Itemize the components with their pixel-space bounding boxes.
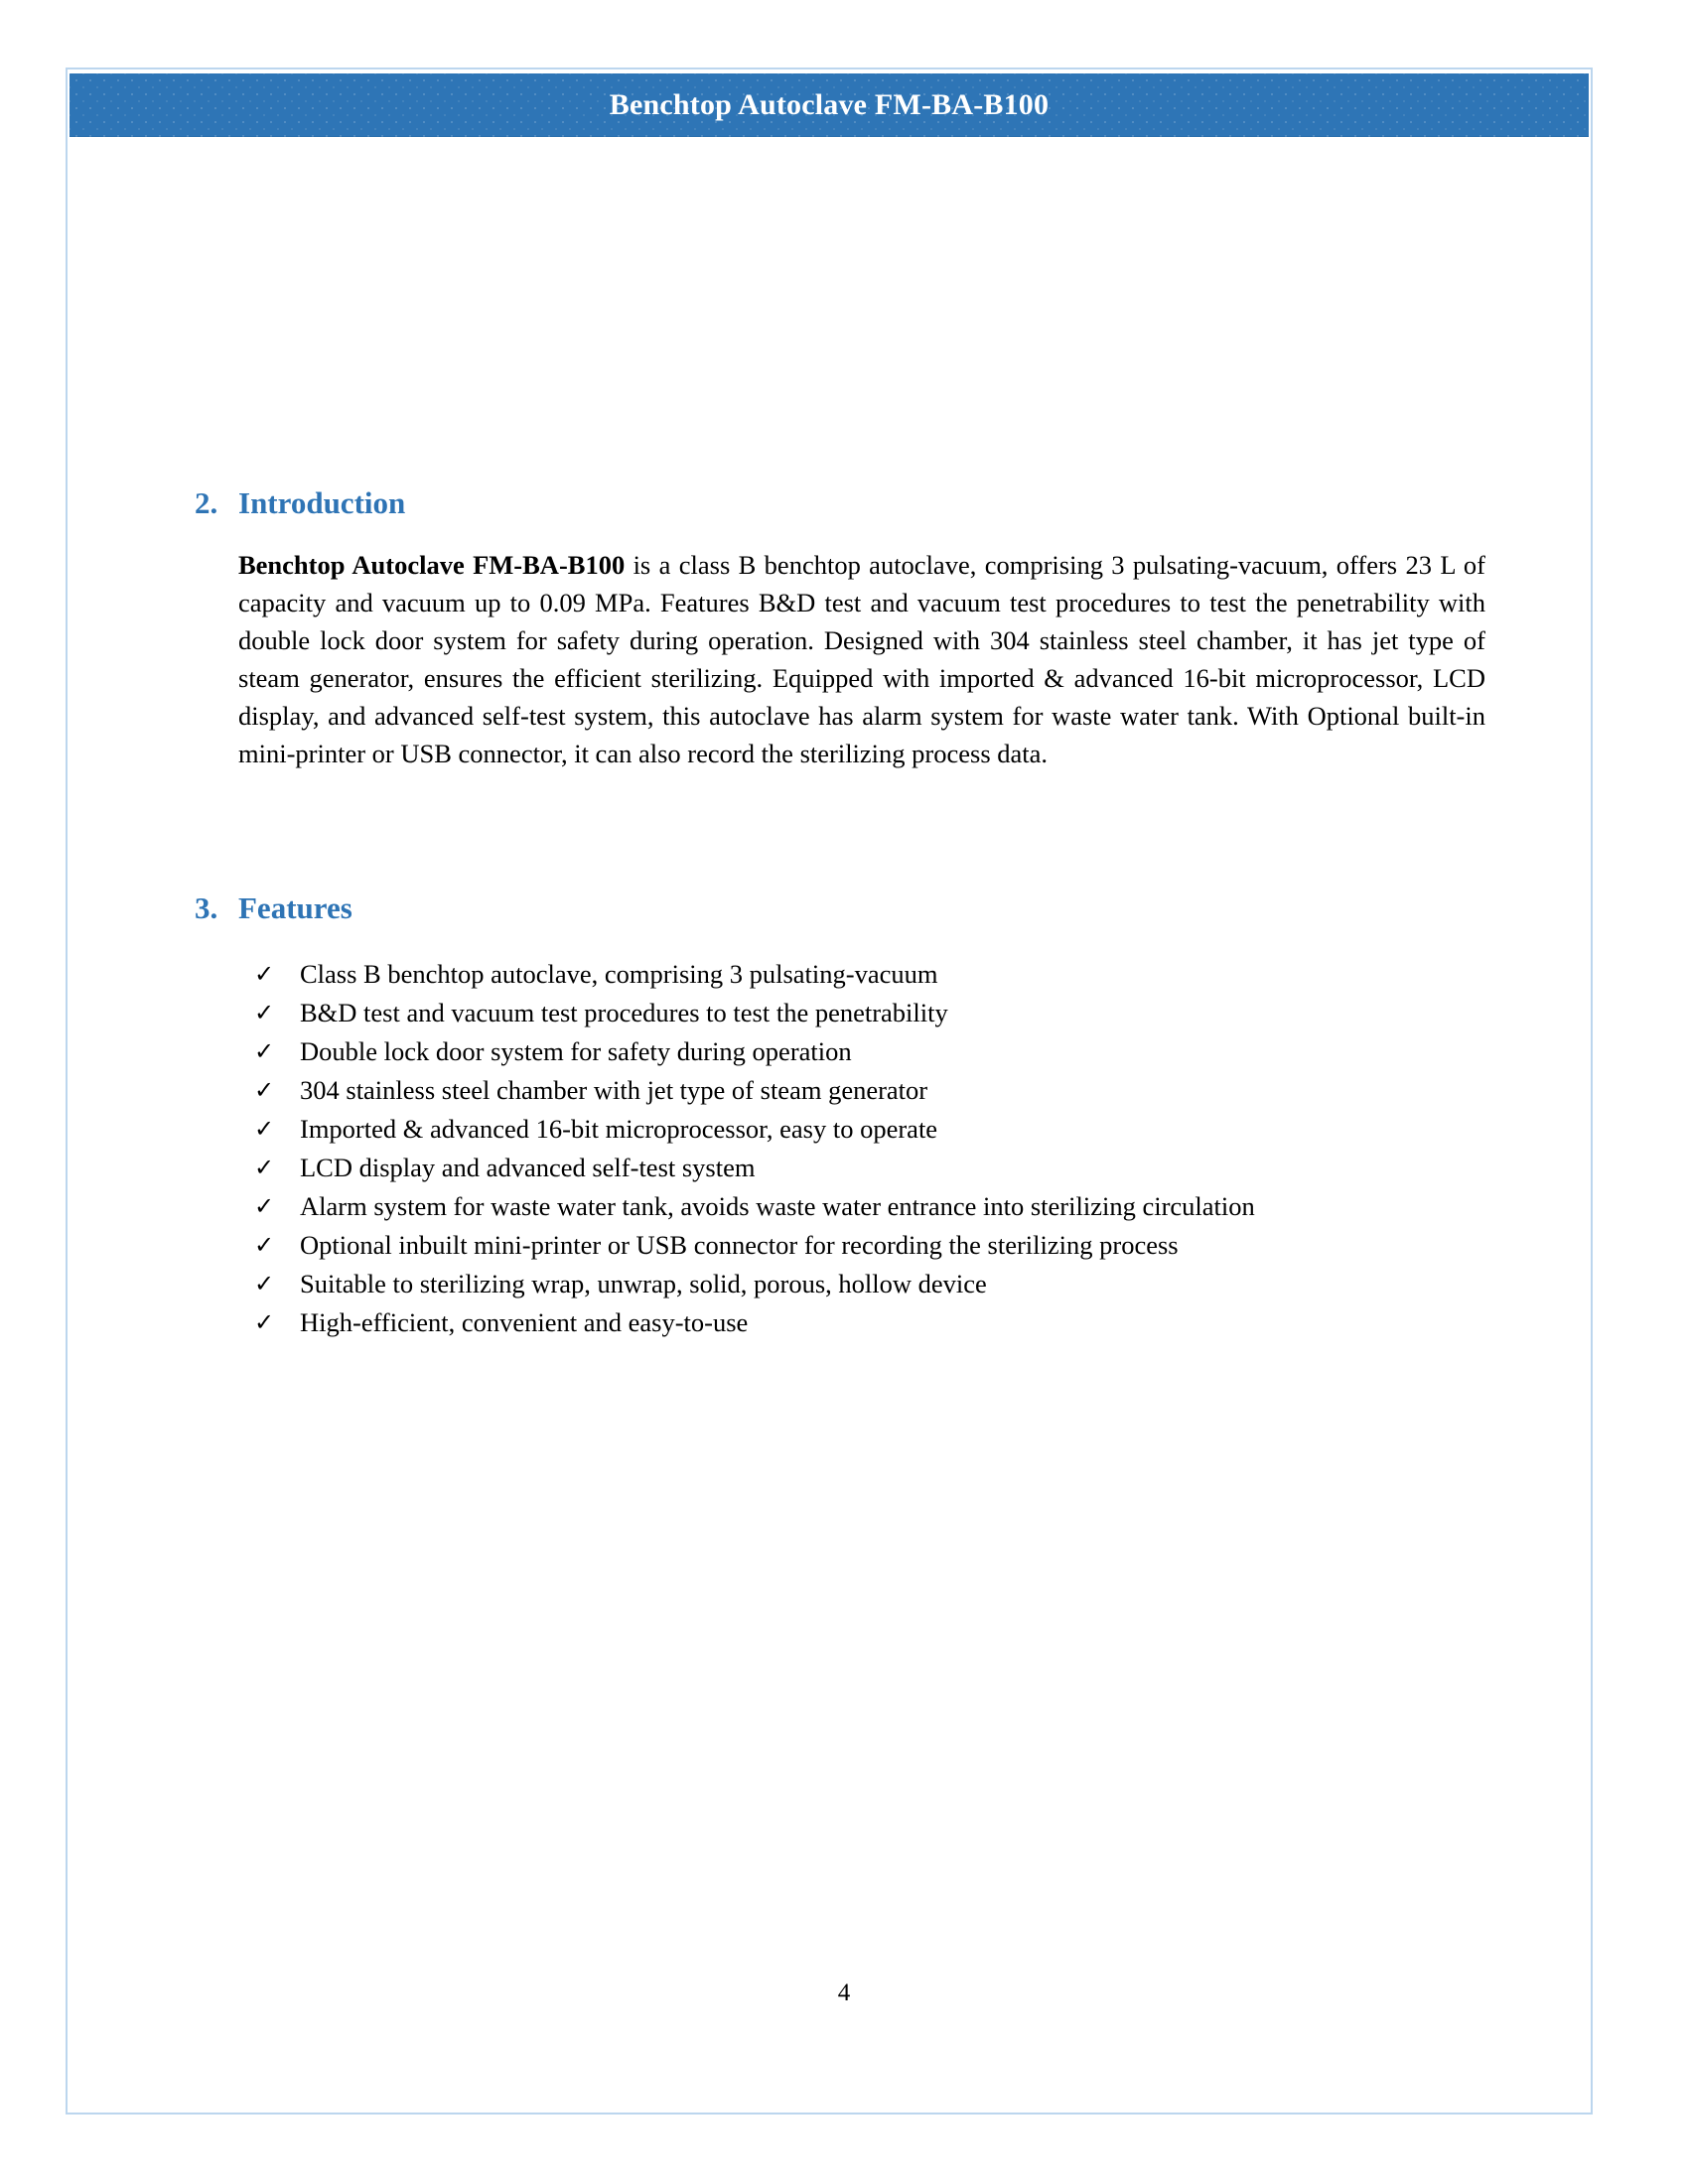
checkmark-icon: ✓ bbox=[254, 960, 275, 989]
section-heading-features bbox=[195, 891, 1485, 925]
feature-item-label: LCD display and advanced self-test system bbox=[300, 1153, 756, 1183]
section-heading-introduction bbox=[195, 486, 1485, 520]
feature-item bbox=[238, 994, 1485, 1032]
feature-item bbox=[238, 1265, 1485, 1303]
feature-item bbox=[238, 1071, 1485, 1110]
checkmark-icon: ✓ bbox=[254, 1037, 275, 1066]
feature-item-label: Alarm system for waste water tank, avoids waste water entrance into sterilizing circulation bbox=[300, 1191, 1255, 1222]
feature-item-label: Class B benchtop autoclave, comprising 3 pulsating-vacuum bbox=[300, 959, 938, 990]
feature-item bbox=[238, 1110, 1485, 1149]
features-list bbox=[238, 955, 1485, 1342]
feature-item-label: Suitable to sterilizing wrap, unwrap, solid, porous, hollow device bbox=[300, 1269, 987, 1299]
checkmark-icon: ✓ bbox=[254, 1076, 275, 1105]
introduction-paragraph bbox=[238, 546, 1485, 772]
section-title-features: Features bbox=[238, 890, 352, 926]
checkmark-icon: ✓ bbox=[254, 999, 275, 1027]
page-header-title: Benchtop Autoclave FM-BA-B100 bbox=[609, 88, 1050, 121]
introduction-body-text: is a class B benchtop autoclave, comprising 3 pulsating-vacuum, offers 23 L of capacity and vacuum up to 0.09 MPa. Features B&D test and vacuum test procedures to test the penetrability with double lock door system for safety during operation. Designed with 304 stainless steel chamber, it has jet type of steam generator, ensures the efficient sterilizing. Equipped with imported & advanced 16-bit microprocessor, LCD display, and advanced self-test system, this autoclave has alarm system for waste water tank. With Optional built-in mini-printer or USB connector, it can also record the sterilizing process data. bbox=[238, 550, 1486, 769]
page-number: 4 bbox=[837, 1979, 851, 2006]
feature-item bbox=[238, 1032, 1485, 1071]
feature-item-label: Imported & advanced 16-bit microprocessor, easy to operate bbox=[300, 1114, 938, 1145]
feature-item bbox=[238, 1149, 1485, 1187]
section-title-introduction: Introduction bbox=[238, 485, 406, 520]
checkmark-icon: ✓ bbox=[254, 1308, 275, 1337]
feature-item-label: Optional inbuilt mini-printer or USB connector for recording the sterilizing process bbox=[300, 1230, 1179, 1261]
checkmark-icon: ✓ bbox=[254, 1231, 275, 1260]
checkmark-icon: ✓ bbox=[254, 1115, 275, 1144]
checkmark-icon: ✓ bbox=[254, 1192, 275, 1221]
feature-item bbox=[238, 1187, 1485, 1226]
page-header-band bbox=[70, 73, 1589, 137]
checkmark-icon: ✓ bbox=[254, 1154, 275, 1182]
document-content bbox=[195, 159, 1485, 1358]
checkmark-icon: ✓ bbox=[254, 1270, 275, 1298]
feature-item-label: B&D test and vacuum test procedures to test the penetrability bbox=[300, 998, 948, 1028]
introduction-lead-bold: Benchtop Autoclave FM-BA-B100 bbox=[238, 550, 626, 581]
feature-item-label: 304 stainless steel chamber with jet type of steam generator bbox=[300, 1075, 928, 1106]
feature-item bbox=[238, 1226, 1485, 1265]
section-number-features: 3. bbox=[195, 890, 218, 926]
feature-item-label: High-efficient, convenient and easy-to-use bbox=[300, 1307, 749, 1338]
feature-item bbox=[238, 955, 1485, 994]
section-number-introduction: 2. bbox=[195, 485, 218, 520]
feature-item bbox=[238, 1303, 1485, 1342]
feature-item-label: Double lock door system for safety during operation bbox=[300, 1036, 852, 1067]
